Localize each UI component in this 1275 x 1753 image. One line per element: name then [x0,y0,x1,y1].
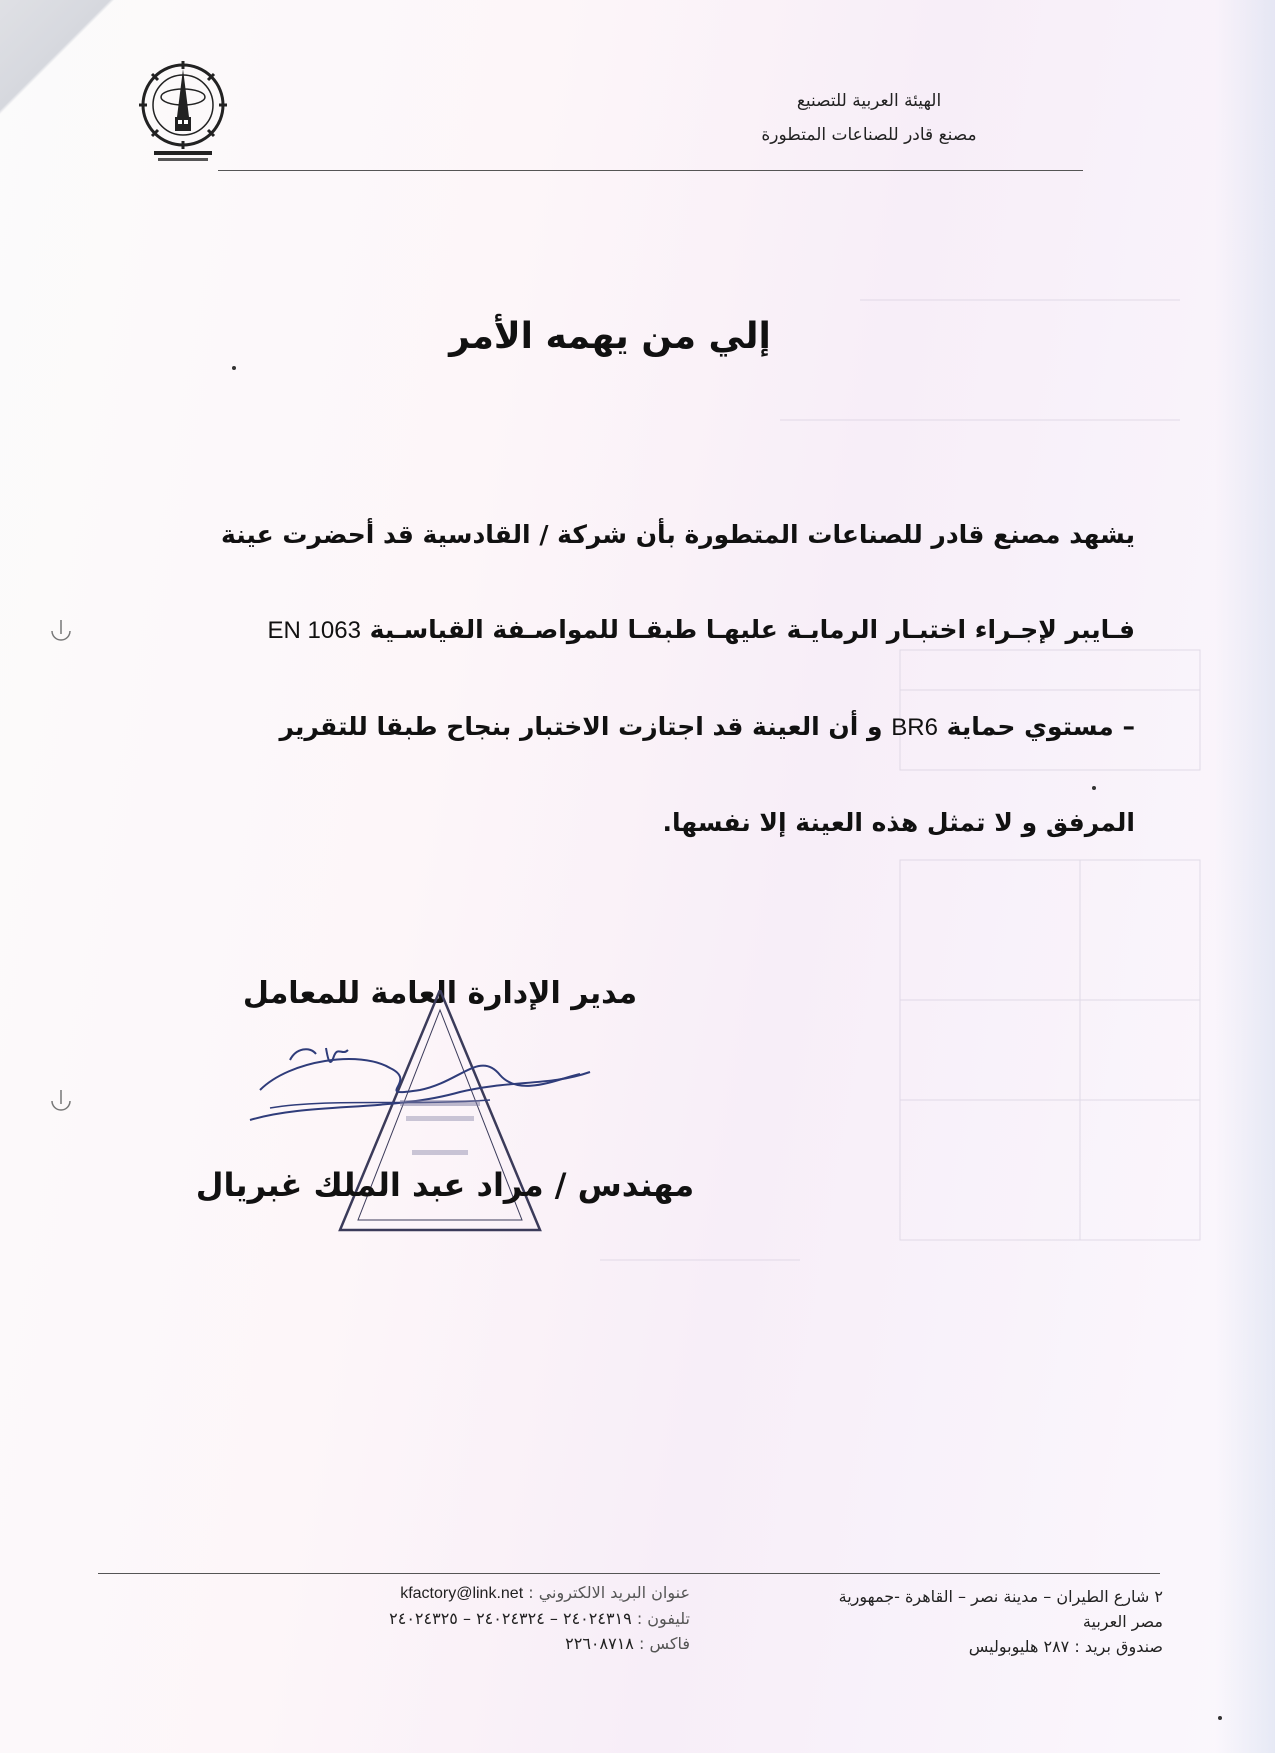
org-name: الهيئة العربية للتصنيع [796,91,942,111]
scan-speck [232,366,236,370]
body-line-3-a: – مستوي حماية [946,712,1135,741]
footer-divider [98,1573,1160,1574]
email-label: عنوان البريد الالكتروني : [528,1583,690,1602]
body-line-4: المرفق و لا تمثل هذه العينة إلا نفسها. [662,808,1135,837]
letterhead [659,84,1079,152]
body-line-2 [150,615,1135,655]
body-line-3 [150,712,1135,752]
body-line-1: يشهد مصنع قادر للصناعات المتطورة بأن شركة / القادسية قد أحضرت عينة [221,520,1135,549]
fax-row [170,1631,690,1656]
scan-speck [1092,786,1096,790]
phone-value: ٢٤٠٢٤٣١٩ – ٢٤٠٢٤٣٢٤ – ٢٤٠٢٤٣٢٥ [389,1609,632,1628]
letter-title: إلي من يهمه الأمر [449,316,771,357]
fax-label: فاكس : [638,1634,690,1653]
signatory-name: مهندس / مراد عبد الملك غبريال [195,1166,695,1204]
header-divider [218,170,1083,171]
po-box: صندوق بريد : ٢٨٧ هليوبوليس [968,1637,1163,1656]
standard-code: EN 1063 [267,617,361,644]
phone-row [170,1606,690,1631]
body-line-3-b: و أن العينة قد اجتازت الاختبار بنجاح طبقا للتقرير [279,712,883,741]
body-line-2-text: فـايبر لإجـراء اختبـار الرمايـة عليهـا طبقـا للمواصـفة القياسـية [369,615,1135,644]
protection-level: BR6 [891,714,938,741]
binder-hole-icon [50,1090,72,1112]
aoi-logo-icon [136,55,230,165]
signatory-position: مدير الإدارة العامة للمعامل [242,976,638,1011]
fax-value: ٢٢٦٠٨٧١٨ [565,1634,634,1653]
email-value: kfactory@link.net [400,1585,524,1602]
scan-speck [1218,1716,1222,1720]
footer-address [743,1584,1163,1659]
organization-logo [136,55,230,165]
email-row [170,1580,690,1606]
factory-name: مصنع قادر للصناعات المتطورة [761,125,977,145]
address-line-2: مصر العربية [1082,1612,1163,1631]
binder-hole-icon [50,620,72,642]
address-line-1: ٢ شارع الطيران – مدينة نصر – القاهرة -جمهورية [838,1587,1163,1606]
phone-label: تليفون : [636,1609,690,1628]
footer-contact [170,1580,690,1656]
